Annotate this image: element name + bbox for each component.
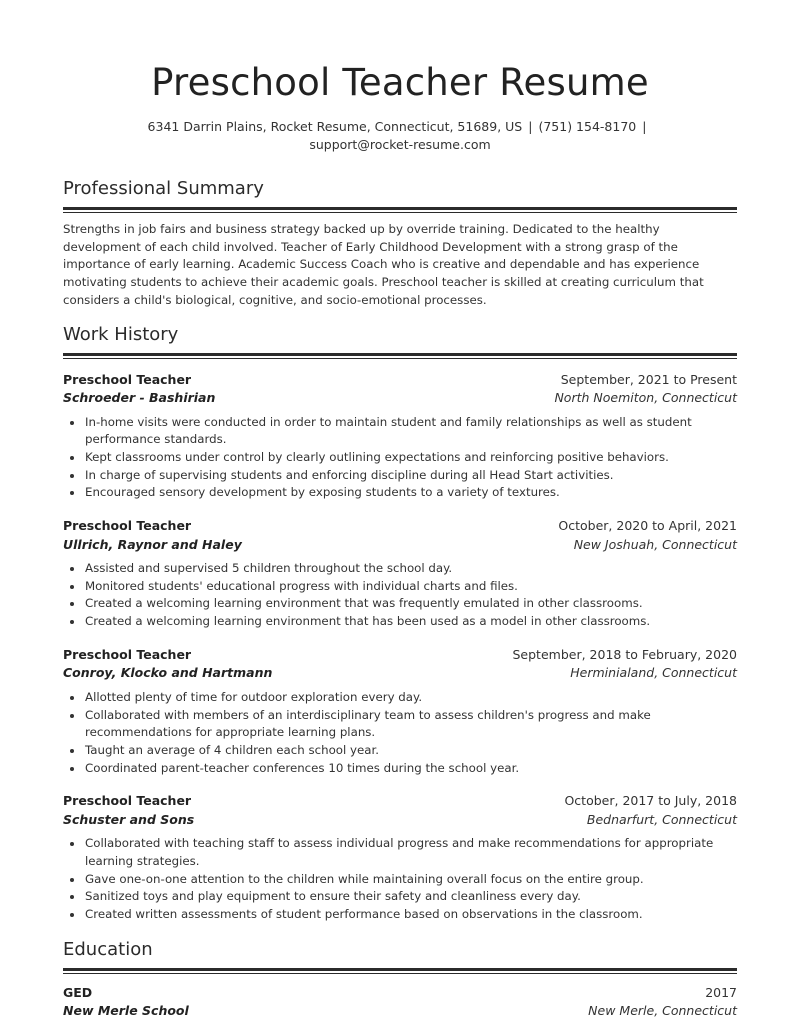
list-item: • Monitored students' educational progress with individual charts and files. bbox=[84, 578, 737, 596]
job-title: Preschool Teacher bbox=[63, 371, 192, 387]
job-dates: October, 2020 to April, 2021 bbox=[558, 518, 737, 534]
company-name: Schroeder - Bashirian bbox=[63, 390, 216, 406]
job-dates: September, 2021 to Present bbox=[560, 371, 737, 387]
list-item: • Kept classrooms under control by clearly outlining expectations and reinforcing positive behaviors. bbox=[84, 449, 737, 467]
job-dates: September, 2018 to February, 2020 bbox=[512, 646, 737, 662]
resume-page bbox=[63, 0, 737, 1021]
email: support@rocket-resume.com bbox=[309, 137, 491, 152]
job-bullets bbox=[63, 689, 737, 778]
graduation-year: 2017 bbox=[705, 984, 737, 1000]
list-item: • Created written assessments of student performance based on observations in the classroom. bbox=[84, 906, 737, 924]
contact-info bbox=[63, 118, 737, 154]
education-entry bbox=[63, 984, 737, 1021]
address: 6341 Darrin Plains, Rocket Resume, Connecticut, 51689, US bbox=[147, 119, 523, 134]
job-location: Bednarfurt, Connecticut bbox=[586, 811, 737, 827]
degree: GED bbox=[63, 984, 93, 1000]
list-item: • Taught an average of 4 children each school year. bbox=[84, 742, 737, 760]
job-bullets bbox=[63, 560, 737, 631]
section-divider bbox=[63, 353, 737, 359]
work-history-section bbox=[63, 323, 737, 924]
list-item: • Gave one-on-one attention to the children while maintaining overall focus on the entire group. bbox=[84, 871, 737, 889]
job-bullets bbox=[63, 414, 737, 503]
section-divider bbox=[63, 968, 737, 974]
separator: | bbox=[528, 119, 533, 134]
list-item: • Sanitized toys and play equipment to ensure their safety and cleanliness every day. bbox=[84, 888, 737, 906]
list-item: • Collaborated with members of an interdisciplinary team to assess children's progress and make recommendations for appropriate learning plans. bbox=[84, 707, 737, 742]
work-history-heading: Work History bbox=[63, 323, 179, 345]
separator: | bbox=[642, 119, 647, 134]
job-entry bbox=[63, 371, 737, 503]
job-location: North Noemiton, Connecticut bbox=[554, 390, 737, 406]
list-item: • Created a welcoming learning environment that has been used as a model in other classrooms. bbox=[84, 613, 737, 631]
summary-heading: Professional Summary bbox=[63, 178, 264, 199]
list-item: • Allotted plenty of time for outdoor exploration every day. bbox=[84, 689, 737, 707]
job-entry bbox=[63, 792, 737, 924]
list-item: • Collaborated with teaching staff to assess individual progress and make recommendations for appropriate learning strategies. bbox=[84, 835, 737, 870]
list-item: • In-home visits were conducted in order to maintain student and family relationships as well as student performance standards. bbox=[84, 414, 737, 449]
job-location: New Joshuah, Connecticut bbox=[573, 536, 737, 552]
list-item: • Encouraged sensory development by exposing students to a variety of textures. bbox=[84, 484, 737, 502]
job-entry bbox=[63, 646, 737, 778]
summary-section bbox=[63, 177, 737, 310]
company-name: Conroy, Klocko and Hartmann bbox=[63, 665, 273, 681]
resume-title: Preschool Teacher Resume bbox=[151, 61, 649, 104]
school-name: New Merle School bbox=[63, 1003, 189, 1019]
company-name: Schuster and Sons bbox=[63, 811, 195, 827]
job-title: Preschool Teacher bbox=[63, 793, 192, 809]
company-name: Ullrich, Raynor and Haley bbox=[63, 536, 242, 552]
list-item: • Created a welcoming learning environment that was frequently emulated in other classrooms. bbox=[84, 595, 737, 613]
list-item: • In charge of supervising students and enforcing discipline during all Head Start activities. bbox=[84, 467, 737, 485]
job-entry bbox=[63, 517, 737, 631]
list-item: • Coordinated parent-teacher conferences 10 times during the school year. bbox=[84, 760, 737, 778]
list-item: • Assisted and supervised 5 children throughout the school day. bbox=[84, 560, 737, 578]
phone: (751) 154-8170 bbox=[538, 119, 637, 134]
school-location: New Merle, Connecticut bbox=[588, 1003, 737, 1019]
job-location: Herminialand, Connecticut bbox=[570, 665, 737, 681]
job-dates: October, 2017 to July, 2018 bbox=[564, 793, 737, 809]
job-title: Preschool Teacher bbox=[63, 646, 192, 662]
summary-text: Strengths in job fairs and business strategy backed up by override training. Dedicated to the healthy development of each child involved. Teacher of Early Childhood Development with a strong grasp of the importance of early learning. Academic Success Coach who is creative and dependable and has experience motivating students to achieve their academic goals. Preschool teacher is skilled at creating curriculum that considers a child's biological, cognitive, and socio-emotional processes. bbox=[63, 222, 704, 307]
job-title: Preschool Teacher bbox=[63, 518, 192, 534]
education-heading: Education bbox=[63, 938, 153, 960]
section-divider bbox=[63, 207, 737, 213]
job-bullets bbox=[63, 835, 737, 924]
education-section bbox=[63, 938, 737, 1021]
